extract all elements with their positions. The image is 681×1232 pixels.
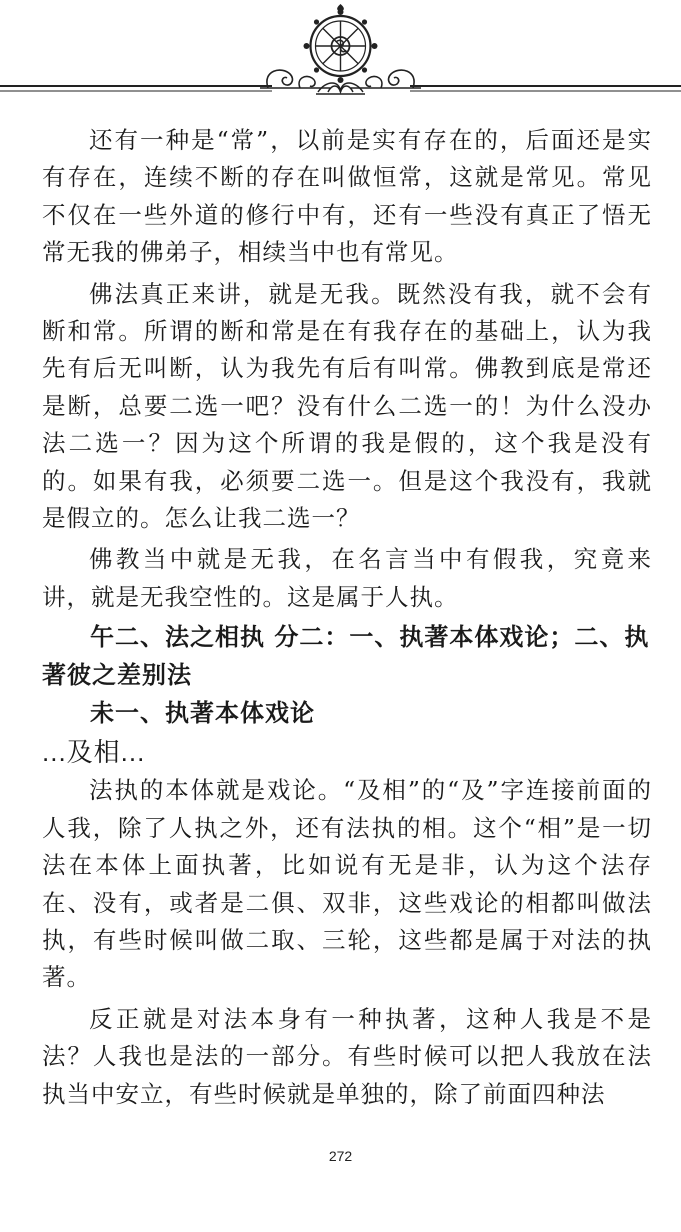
paragraph: 佛教当中就是无我，在名言当中有假我，究竟来讲，就是无我空性的。这是属于人执。 — [42, 545, 652, 611]
subsection-heading: 未一、执著本体戏论 — [90, 699, 315, 728]
page-body — [42, 122, 652, 1113]
section-heading: 午二、法之相执 分二：一、执著本体戏论；二、执著彼之差别法 — [42, 623, 650, 690]
page-number: 272 — [328, 1148, 353, 1164]
paragraph: 法执的本体就是戏论。“及相”的“及”字连接前面的人我，除了人执之外，还有法执的相。这个“相”是一切法在本体上面执著，比如说有无是非，认为这个法存在、没有，或者是二俱、双非，这些戏论的相都叫做法执，有些时候叫做二取、三轮，这些都是属于对法的执著。 — [42, 776, 652, 992]
paragraph: 反正就是对法本身有一种执著，这种人我是不是法？人我也是法的一部分。有些时候可以把人我放在法执当中安立，有些时候就是单独的，除了前面四种法 — [42, 1004, 652, 1108]
dharma-wheel-icon — [0, 0, 681, 105]
page-header-ornament — [0, 0, 681, 105]
paragraph: 佛法真正来讲，就是无我。既然没有我，就不会有断和常。所谓的断和常是在有我存在的基础上，认为我先有后无叫断，认为我先有后有叫常。佛教到底是常还是断，总要二选一吧？没有什么二选一的！为什么没办法二选一？因为这个所谓的我是假的，这个我是没有的。如果有我，必须要二选一。但是这个我没有，我就是假立的。怎么让我二选一？ — [42, 279, 652, 533]
paragraph: 还有一种是“常”，以前是实有存在的，后面还是实有存在，连续不断的存在叫做恒常，这就是常见。常见不仅在一些外道的修行中有，还有一些没有真正了悟无常无我的佛弟子，相续当中也有常见。 — [42, 126, 652, 267]
verse-quote: ...及相... — [42, 737, 146, 768]
